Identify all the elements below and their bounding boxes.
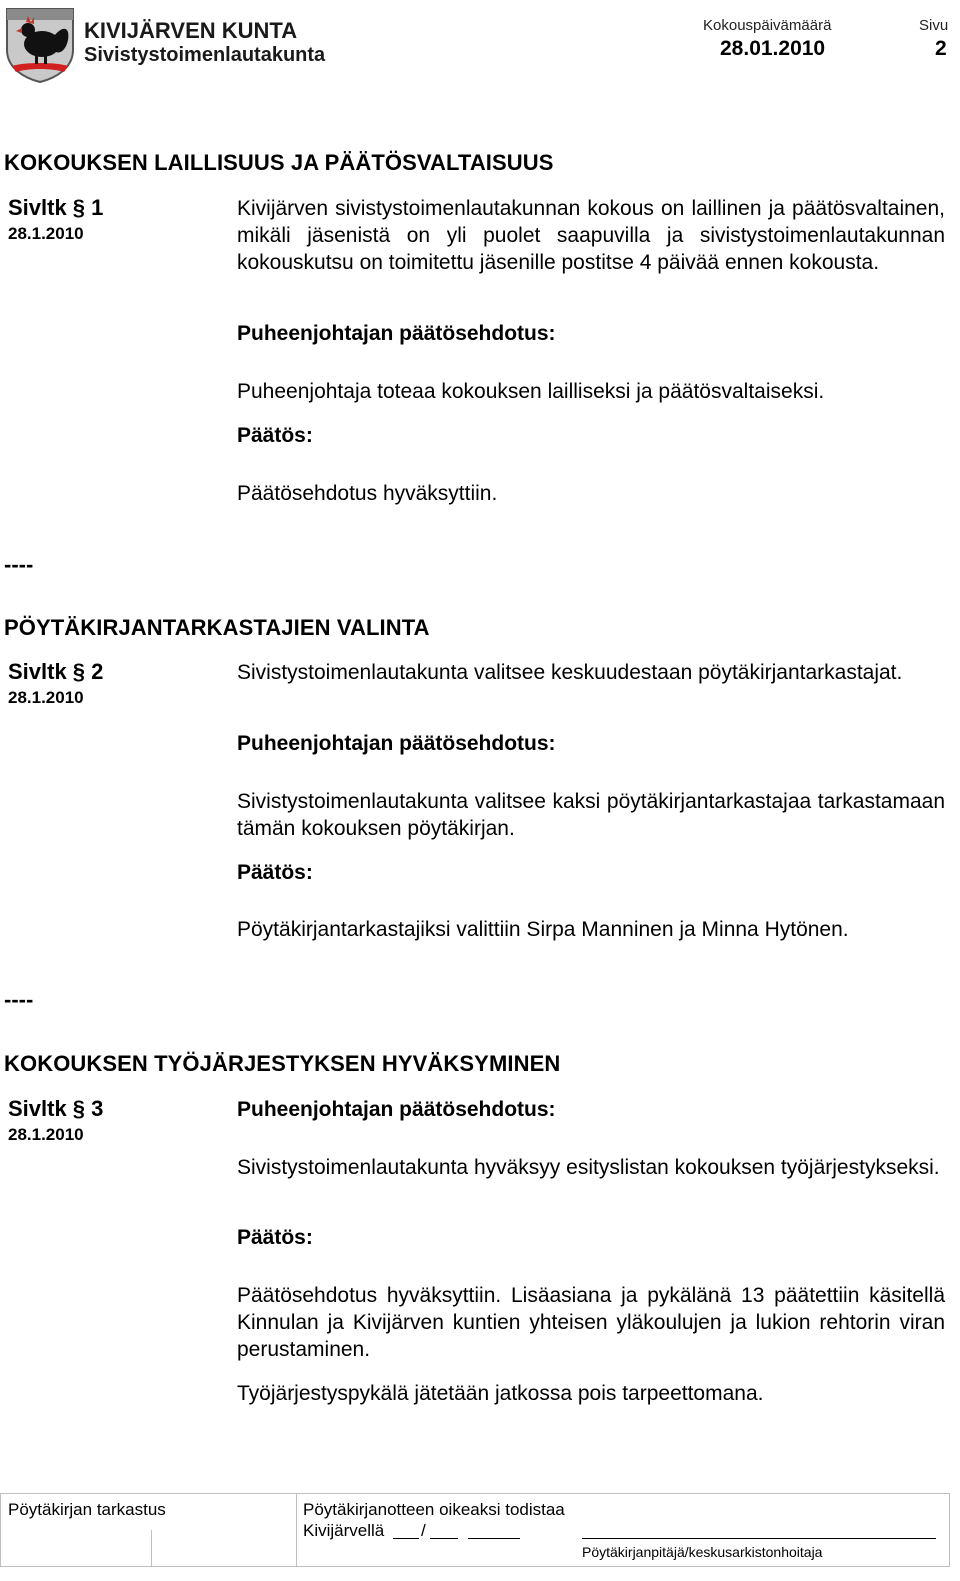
coat-of-arms-logo [4, 6, 76, 84]
section-number: Sivltk § 3 [8, 1096, 104, 1121]
section-date: 28.1.2010 [8, 1125, 84, 1144]
page-number: 2 [935, 37, 947, 60]
decision-text: Pöytäkirjantarkastajiksi valittiin Sirpa Manninen ja Minna Hytönen. [237, 918, 849, 941]
section-title: KOKOUKSEN LAILLISUUS JA PÄÄTÖSVALTAISUUS [4, 150, 554, 175]
section-title: PÖYTÄKIRJANTARKASTAJIEN VALINTA [4, 615, 430, 640]
footer-day-line [393, 1538, 419, 1539]
footer-place: Kivijärvellä [303, 1521, 385, 1540]
section-title: KOKOUKSEN TYÖJÄRJESTYKSEN HYVÄKSYMINEN [4, 1051, 561, 1076]
section-number: Sivltk § 2 [8, 659, 104, 684]
decision-label: Päätös: [237, 861, 313, 884]
section-number: Sivltk § 1 [8, 195, 104, 220]
footer-month-line [430, 1538, 458, 1539]
footer-copy-label: Pöytäkirjanotteen oikeaksi todistaa [303, 1500, 565, 1519]
section-date: 28.1.2010 [8, 688, 84, 707]
footer-signature-line [582, 1538, 936, 1539]
proposal-label: Puheenjohtajan päätösehdotus: [237, 322, 556, 345]
section-date: 28.1.2010 [8, 224, 84, 243]
footer-review-label: Pöytäkirjan tarkastus [8, 1500, 166, 1519]
decision-text: Päätösehdotus hyväksyttiin. [237, 482, 498, 505]
proposal-label: Puheenjohtajan päätösehdotus: [237, 732, 556, 755]
rooster-coat-of-arms-icon [4, 6, 76, 84]
proposal-text: Sivistystoimenlautakunta hyväksyy esityslistan kokouksen työjärjestykseksi. [237, 1156, 940, 1179]
decision-text: Päätösehdotus hyväksyttiin. Lisäasiana ja pykälänä 13 päätettiin käsitellä Kinnulan ja Kivijärven kuntien yhteisen yläkoulujen ja lukion rehtorin viran perustaminen. [237, 1284, 945, 1361]
board-name: Sivistystoimenlautakunta [84, 44, 326, 66]
section-separator: ---- [4, 552, 34, 577]
section-separator: ---- [4, 987, 34, 1012]
footer-signer-title: Pöytäkirjanpitäjä/keskusarkistonhoitaja [582, 1544, 823, 1560]
meeting-date-value: 28.01.2010 [720, 37, 826, 60]
proposal-label: Puheenjohtajan päätösehdotus: [237, 1098, 556, 1121]
organization-name: KIVIJÄRVEN KUNTA [84, 18, 298, 43]
decision-label: Päätös: [237, 424, 313, 447]
footer-date-separator: / [421, 1521, 426, 1540]
footer-year-line [468, 1538, 520, 1539]
meeting-date-label: Kokouspäivämäärä [703, 17, 832, 34]
proposal-text: Sivistystoimenlautakunta valitsee kaksi pöytäkirjantarkastajaa tarkastamaan tämän kokouksen pöytäkirjan. [237, 790, 945, 840]
extra-text: Työjärjestyspykälä jätetään jatkossa pois tarpeettomana. [237, 1382, 764, 1405]
section-intro: Kivijärven sivistystoimenlautakunnan kokous on laillinen ja päätösvaltainen, mikäli jäsenistä on yli puolet saapuvilla ja sivistystoimenlautakunnan kokouskutsu on toimitettu jäsenille postitse 4 päivää ennen kokousta. [237, 197, 945, 274]
decision-label: Päätös: [237, 1226, 313, 1249]
page-label: Sivu [919, 17, 949, 34]
section-intro: Sivistystoimenlautakunta valitsee keskuudestaan pöytäkirjantarkastajat. [237, 661, 903, 684]
proposal-text: Puheenjohtaja toteaa kokouksen lailliseksi ja päätösvaltaiseksi. [237, 380, 825, 403]
